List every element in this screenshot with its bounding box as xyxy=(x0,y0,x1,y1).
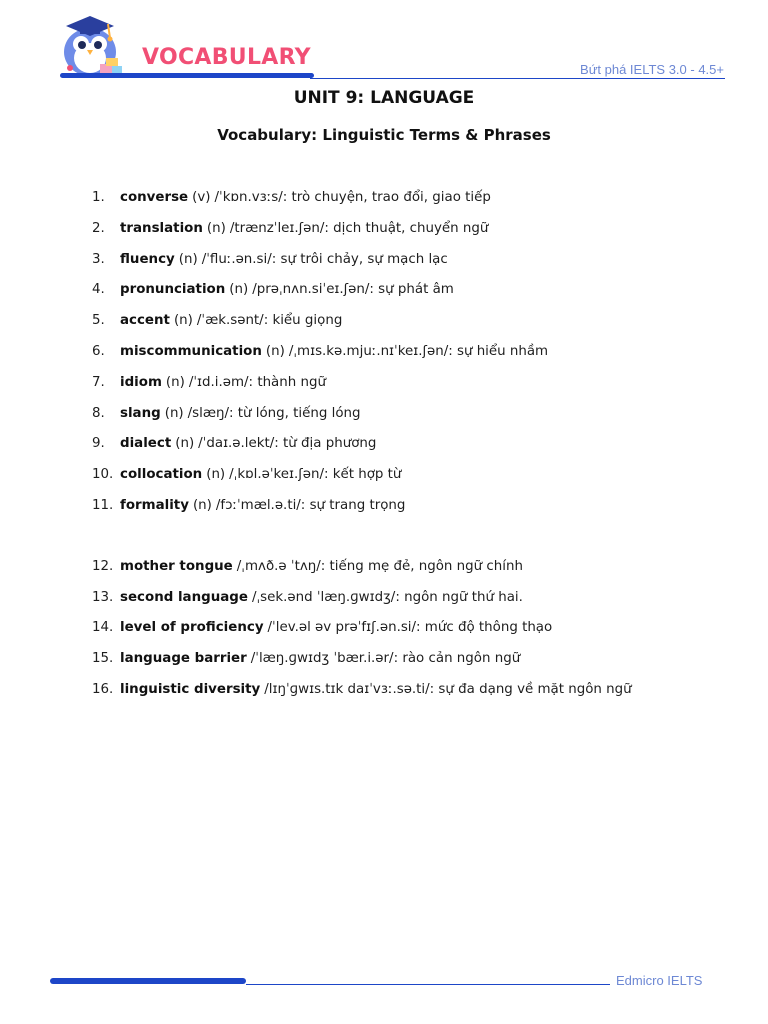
part-of-speech: (n) xyxy=(206,220,226,236)
brand-title: VOCABULARY xyxy=(142,45,311,70)
item-number: 1. xyxy=(92,190,105,205)
vocab-item xyxy=(92,219,732,250)
footer-divider xyxy=(246,984,610,985)
pronunciation-meaning: /ˌsek.ənd ˈlæŋ.ɡwɪdʒ/: ngôn ngữ thứ hai. xyxy=(251,589,523,605)
vocab-item xyxy=(92,588,732,619)
item-number: 6. xyxy=(92,343,105,359)
pronunciation-meaning: /ˈdaɪ.ə.lekt/: từ địa phương xyxy=(198,436,377,452)
pronunciation-meaning: /slæŋ/: từ lóng, tiếng lóng xyxy=(187,405,361,421)
part-of-speech: (n) xyxy=(173,313,193,329)
page-title: UNIT 9: LANGUAGE xyxy=(293,88,475,108)
footer-accent-bar xyxy=(50,978,246,984)
vocab-item xyxy=(92,649,732,680)
vocab-term: translation xyxy=(120,220,203,236)
part-of-speech: (n) xyxy=(164,405,184,421)
vocab-term: linguistic diversity xyxy=(120,681,261,697)
pronunciation-meaning: /lɪŋˈɡwɪs.tɪk daɪˈvɜː.sə.ti/: sự đa dạng về mặt ngôn ngữ xyxy=(264,681,632,697)
item-number: 14. xyxy=(92,620,114,636)
pronunciation-meaning: /ˈlev.əl əv prəˈfɪʃ.ən.si/: mức độ thông thạo xyxy=(267,620,553,636)
vocab-term: slang xyxy=(120,405,161,421)
vocab-item xyxy=(92,373,732,404)
pronunciation-meaning: /ˈlæŋ.ɡwɪdʒ ˈbær.i.ər/: rào cản ngôn ngữ xyxy=(250,651,521,667)
item-number: 10. xyxy=(92,467,114,483)
vocab-term: mother tongue xyxy=(120,558,233,574)
owl-mascot-icon xyxy=(50,10,134,80)
item-number: 7. xyxy=(92,374,105,390)
part-of-speech: (n) xyxy=(192,497,212,513)
item-number: 2. xyxy=(92,220,105,236)
pronunciation-meaning: /prəˌnʌn.siˈeɪ.ʃən/: sự phát âm xyxy=(252,282,454,298)
vocab-term: idiom xyxy=(120,374,162,390)
vocab-term: accent xyxy=(120,313,170,329)
item-number: 13. xyxy=(92,589,114,605)
vocab-item xyxy=(92,496,732,527)
item-number: 3. xyxy=(92,251,105,267)
vocab-item xyxy=(92,250,732,281)
item-number: 11. xyxy=(92,497,114,513)
vocab-term: dialect xyxy=(120,436,172,452)
vocab-term: level of proficiency xyxy=(120,620,264,636)
vocab-item xyxy=(92,188,732,219)
vocab-term: fluency xyxy=(120,251,175,267)
vocab-term: pronunciation xyxy=(120,282,226,298)
pronunciation-meaning: /ˈfluː.ən.si/: sự trôi chảy, sự mạch lạc xyxy=(201,251,448,267)
pronunciation-meaning: /fɔːˈmæl.ə.ti/: sự trang trọng xyxy=(215,497,406,513)
vocab-item xyxy=(92,557,732,588)
pronunciation-meaning: /ˌmʌð.ə ˈtʌŋ/: tiếng mẹ đẻ, ngôn ngữ chính xyxy=(236,558,523,574)
header-course-tag: Bứt phá IELTS 3.0 - 4.5+ xyxy=(580,62,724,77)
vocab-term: second language xyxy=(120,589,248,605)
page-subtitle: Vocabulary: Linguistic Terms & Phrases xyxy=(217,126,551,144)
pronunciation-meaning: /ˈkɒn.vɜːs/: trò chuyện, trao đổi, giao tiếp xyxy=(214,190,491,205)
vocab-item xyxy=(92,618,732,649)
vocab-list xyxy=(92,188,732,711)
pronunciation-meaning: /ˈɪd.i.əm/: thành ngữ xyxy=(188,374,326,390)
item-number: 9. xyxy=(92,436,105,452)
footer-brand: Edmicro IELTS xyxy=(616,973,703,988)
part-of-speech: (n) xyxy=(206,467,226,483)
vocab-term: formality xyxy=(120,497,189,513)
vocab-term: collocation xyxy=(120,467,203,483)
item-number: 15. xyxy=(92,651,114,667)
part-of-speech: (n) xyxy=(178,251,198,267)
vocab-item xyxy=(92,311,732,342)
vocab-term: converse xyxy=(120,190,189,205)
item-number: 4. xyxy=(92,282,105,298)
part-of-speech: (n) xyxy=(265,343,285,359)
item-number: 12. xyxy=(92,558,114,574)
pronunciation-meaning: /ˈæk.sənt/: kiểu giọng xyxy=(196,313,343,329)
vocab-term: language barrier xyxy=(120,651,247,667)
page-header xyxy=(0,0,768,90)
vocab-item xyxy=(92,280,732,311)
vocab-item xyxy=(92,342,732,373)
part-of-speech: (v) xyxy=(192,190,211,205)
part-of-speech: (n) xyxy=(165,374,185,390)
vocab-term: miscommunication xyxy=(120,343,262,359)
vocab-item xyxy=(92,434,732,465)
item-number: 5. xyxy=(92,313,105,329)
item-number: 16. xyxy=(92,681,114,697)
vocab-item xyxy=(92,404,732,435)
vocab-item xyxy=(92,465,732,496)
header-accent-bar xyxy=(60,73,314,78)
pronunciation-meaning: /ˌkɒl.əˈkeɪ.ʃən/: kết hợp từ xyxy=(229,467,402,483)
vocab-item xyxy=(92,680,732,711)
pronunciation-meaning: /ˌmɪs.kə.mjuː.nɪˈkeɪ.ʃən/: sự hiểu nhầm xyxy=(288,343,549,359)
part-of-speech: (n) xyxy=(175,436,195,452)
pronunciation-meaning: /trænzˈleɪ.ʃən/: dịch thuật, chuyển ngữ xyxy=(229,220,489,236)
item-number: 8. xyxy=(92,405,105,421)
header-divider xyxy=(310,78,725,79)
part-of-speech: (n) xyxy=(229,282,249,298)
